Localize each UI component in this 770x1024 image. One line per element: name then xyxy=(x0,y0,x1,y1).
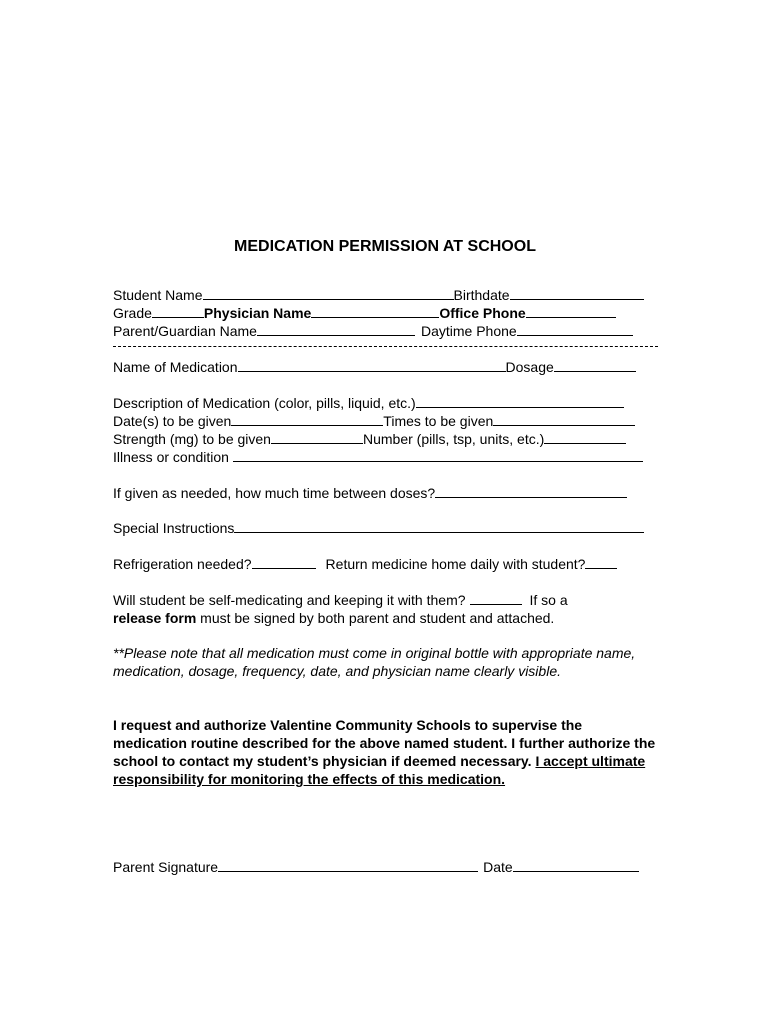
release-form-label: release form xyxy=(113,610,197,626)
student-name-row xyxy=(113,286,658,304)
strength-field[interactable] xyxy=(271,430,363,444)
signature-date-label: Date xyxy=(483,859,513,875)
return-home-label: Return medicine home daily with student? xyxy=(325,556,586,572)
grade-label: Grade xyxy=(113,305,152,321)
special-instructions-row xyxy=(113,519,658,537)
description-row xyxy=(113,394,658,412)
special-instructions-label: Special Instructions xyxy=(113,520,235,536)
illness-field[interactable] xyxy=(233,448,643,462)
daytime-phone-label: Daytime Phone xyxy=(420,323,517,339)
medication-name-field[interactable] xyxy=(238,358,506,372)
office-phone-field[interactable] xyxy=(526,304,616,318)
signature-row xyxy=(113,858,658,876)
office-phone-label: Office Phone xyxy=(439,305,526,321)
time-between-row xyxy=(113,484,658,502)
form-title: MEDICATION PERMISSION AT SCHOOL xyxy=(234,238,536,255)
time-between-label: If given as needed, how much time between doses? xyxy=(113,485,436,501)
medication-name-row xyxy=(113,358,658,376)
parent-guardian-row xyxy=(113,322,658,340)
dates-times-row xyxy=(113,412,658,430)
refrigeration-row xyxy=(113,555,658,573)
responsibility-text: I accept ultimate responsibility for monitoring the effects of this medication. xyxy=(113,753,646,787)
times-given-field[interactable] xyxy=(493,412,635,426)
bottle-note: **Please note that all medication must come in original bottle with appropriate name, medication, dosage, frequency, date, and physician name clearly visible. xyxy=(113,645,636,679)
grade-field[interactable] xyxy=(152,304,204,318)
refrigeration-field[interactable] xyxy=(252,555,316,569)
birthdate-label: Birthdate xyxy=(453,287,510,303)
grade-physician-row xyxy=(113,304,658,322)
time-between-field[interactable] xyxy=(435,484,627,498)
parent-guardian-label: Parent/Guardian Name xyxy=(113,323,257,339)
dates-given-label: Date(s) to be given xyxy=(113,413,232,429)
parent-signature-field[interactable] xyxy=(218,858,478,872)
self-medicating-label: Will student be self-medicating and keeping it with them? xyxy=(113,592,466,608)
strength-label: Strength (mg) to be given xyxy=(113,431,271,447)
dosage-field[interactable] xyxy=(554,358,636,372)
illness-label: Illness or condition xyxy=(113,449,229,465)
times-given-label: Times to be given xyxy=(383,413,494,429)
self-medicating-field[interactable] xyxy=(470,591,522,605)
strength-number-row xyxy=(113,430,658,448)
parent-signature-label: Parent Signature xyxy=(113,859,219,875)
daytime-phone-field[interactable] xyxy=(517,322,633,336)
release-form-row xyxy=(113,609,658,627)
section-divider xyxy=(113,346,658,347)
description-field[interactable] xyxy=(416,394,624,408)
release-form-text: must be signed by both parent and student and attached. xyxy=(196,610,555,626)
return-home-field[interactable] xyxy=(585,555,617,569)
student-name-field[interactable] xyxy=(203,286,454,300)
dates-given-field[interactable] xyxy=(231,412,383,426)
parent-guardian-field[interactable] xyxy=(257,322,415,336)
medication-name-label: Name of Medication xyxy=(113,359,238,375)
birthdate-field[interactable] xyxy=(510,286,644,300)
dosage-label: Dosage xyxy=(505,359,554,375)
number-label: Number (pills, tsp, units, etc.) xyxy=(362,431,545,447)
illness-row xyxy=(113,448,658,466)
physician-name-field[interactable] xyxy=(311,304,439,318)
physician-name-label: Physician Name xyxy=(203,305,312,321)
refrigeration-label: Refrigeration needed? xyxy=(113,556,252,572)
special-instructions-field[interactable] xyxy=(234,519,644,533)
student-name-label: Student Name xyxy=(113,287,203,303)
description-label: Description of Medication (color, pills, liquid, etc.) xyxy=(113,395,416,411)
if-so-label: If so a xyxy=(529,592,568,608)
authorization-text: I request and authorize Valentine Community Schools to supervise the medication routine described for the above named student. I further authorize the school to contact my student’s physician if deemed necessary. xyxy=(113,717,656,769)
number-field[interactable] xyxy=(544,430,626,444)
signature-date-field[interactable] xyxy=(513,858,639,872)
self-medicating-row xyxy=(113,591,658,609)
authorization-statement xyxy=(113,716,658,788)
